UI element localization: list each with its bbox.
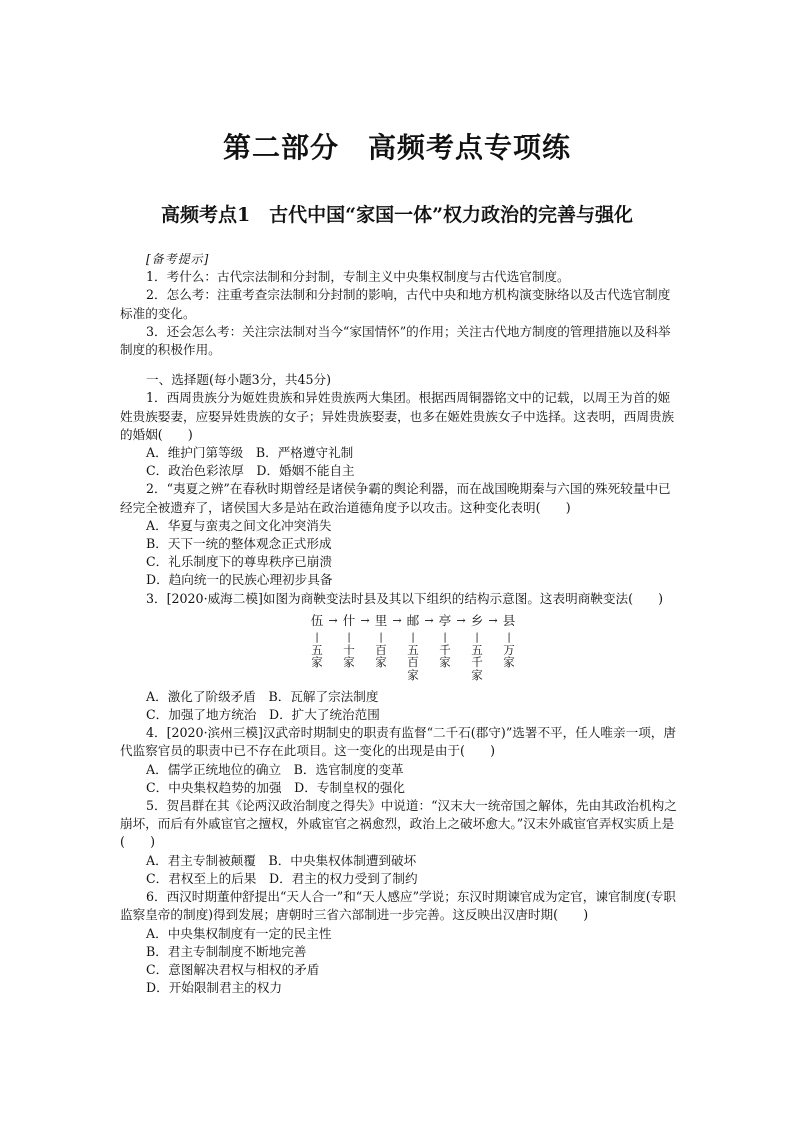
answer-option: B．天下一统的整体观念正式形成 bbox=[146, 536, 332, 552]
arrow-icon: → bbox=[328, 613, 338, 627]
question-stem: 2．“夷夏之辨”在春秋时期曾经是诸侯争霸的舆论利器，而在战国晚期秦与六国的殊死较量中已经完全被遗弃了，诸侯国大多是站在政治道德角度予以攻击。这种变化表明( ) bbox=[120, 481, 671, 515]
answer-option: A．激化了阶级矛盾 B．瓦解了宗法制度 bbox=[146, 688, 379, 704]
section-title: 高频考点1 古代中国“家国一体”权力政治的完善与强化 bbox=[160, 204, 634, 226]
diagram-node: 亭 bbox=[438, 612, 452, 628]
question-stem: 6．西汉时期董仲舒提出“天人合一”和“天人感应”学说；东汉时期谏官成为定官，谏官制度(专职监察皇帝的制度)得到发展；唐朝时三省六部制进一步完善。这反映出汉唐时期( ) bbox=[120, 889, 676, 923]
diagram-node: 邮 bbox=[406, 612, 420, 628]
answer-option: D．趋向统一的民族心理初步具备 bbox=[146, 572, 333, 588]
tip-item: 3．还会怎么考：关注宗法制对当今“家国情怀”的作用；关注古代地方制度的管理措施以及科举制度的积极作用。 bbox=[120, 323, 671, 358]
answer-option: C．加强了地方统治 D．扩大了统治范围 bbox=[146, 707, 380, 723]
diagram-node: 伍 bbox=[310, 612, 324, 628]
diagram-node: 乡 bbox=[470, 612, 484, 628]
arrow-icon: → bbox=[360, 613, 370, 627]
page-title: 第二部分 高频考点专项练 bbox=[222, 131, 571, 164]
answer-option: A．华夏与蛮夷之间文化冲突消失 bbox=[146, 517, 332, 533]
question-stem: 1．西周贵族分为姬姓贵族和异姓贵族两大集团。根据西周铜器铭文中的记载，以周王为首的姬姓贵族娶妻，应娶异姓贵族的女子；异姓贵族娶妻，也多在姬姓贵族女子中选择。这表明，西周贵族的婚姻( ) bbox=[120, 390, 675, 442]
arrow-icon: → bbox=[424, 613, 434, 627]
diagram-size-column: | 万 家 bbox=[503, 631, 515, 670]
answer-option: C．意图解决君权与相权的矛盾 bbox=[146, 961, 320, 977]
answer-option: A．儒学正统地位的确立 B．选官制度的变革 bbox=[146, 761, 404, 777]
arrow-icon: → bbox=[456, 613, 466, 627]
diagram-size-column: | 十 家 bbox=[343, 631, 355, 670]
tip-item: 1．考什么：古代宗法制和分封制，专制主义中央集权制度与古代选官制度。 bbox=[146, 269, 570, 285]
answer-option: C．礼乐制度下的尊卑秩序已崩溃 bbox=[146, 554, 332, 570]
question-stem: 5．贺昌群在其《论两汉政治制度之得失》中说道：“汉末大一统帝国之解体，先由其政治机构之崩坏，而后有外戚宦官之擅权，外戚宦官之祸愈烈，政治上之破坏愈大。”汉末外戚宦官弄权实质上是( ) bbox=[120, 798, 677, 850]
diagram-node: 里 bbox=[374, 612, 388, 628]
diagram-chain bbox=[310, 612, 520, 630]
diagram-size-column: | 五 百 家 bbox=[407, 631, 419, 682]
diagram-sizes bbox=[310, 632, 540, 688]
question-stem: 4．[2020·滨州三模]汉武帝时期制史的职责有监督“二千石(郡守)”选署不平，任人唯亲一项，唐代监察官员的职责中已不存在此项目。这一变化的出现是由于( ) bbox=[120, 725, 676, 759]
answer-option: B．君主专制制度不断地完善 bbox=[146, 943, 307, 959]
tip-item: 2．怎么考：注重考查宗法制和分封制的影响，古代中央和地方机构演变脉络以及古代选官制度标准的变化。 bbox=[120, 287, 671, 321]
diagram-node: 县 bbox=[502, 612, 516, 628]
answer-option: C．政治色彩浓厚 D．婚姻不能自主 bbox=[146, 463, 355, 479]
answer-option: C．君权至上的后果 D．君主的权力受到了制约 bbox=[146, 870, 418, 886]
answer-option: D．开始限制君主的权力 bbox=[146, 980, 283, 996]
part-heading: 一、选择题(每小题3分，共45分) bbox=[146, 372, 331, 388]
arrow-icon: → bbox=[392, 613, 402, 627]
answer-option: C．中央集权趋势的加强 D．专制皇权的强化 bbox=[146, 779, 406, 795]
diagram-size-column: | 五 家 bbox=[311, 631, 323, 670]
document-body bbox=[120, 250, 680, 997]
diagram-size-column: | 百 家 bbox=[375, 631, 387, 670]
question-stem: 3．[2020·威海二模]如图为商鞅变法时县及其以下组织的结构示意图。这表明商鞅变法( ) bbox=[146, 590, 664, 606]
organization-structure-diagram bbox=[120, 612, 680, 684]
diagram-size-column: | 千 家 bbox=[439, 631, 451, 670]
answer-option: A．君主专制被颠覆 B．中央集权体制遭到破坏 bbox=[146, 852, 417, 868]
arrow-icon: → bbox=[488, 613, 498, 627]
diagram-node: 什 bbox=[342, 612, 356, 628]
diagram-size-column: | 五 千 家 bbox=[471, 631, 483, 682]
answer-option: A．中央集权制度有一定的民主性 bbox=[146, 925, 332, 941]
tips-header: [备考提示] bbox=[146, 252, 210, 266]
answer-option: A．维护门第等级 B．严格遵守礼制 bbox=[146, 445, 354, 461]
